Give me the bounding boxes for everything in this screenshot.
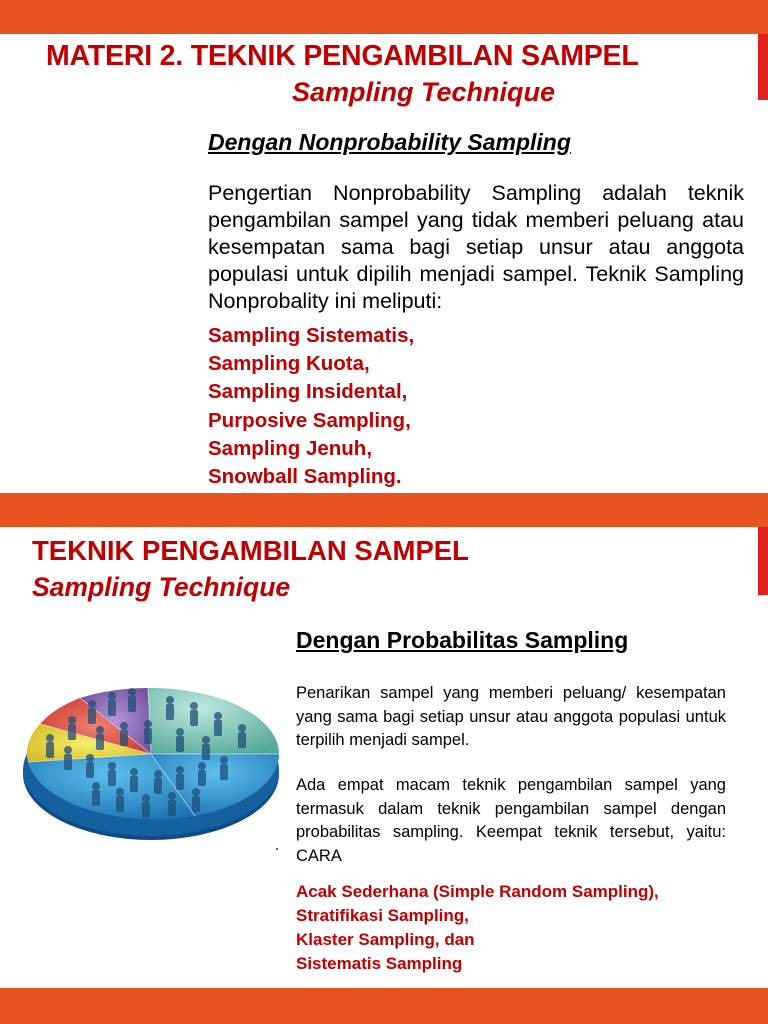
list-item: Klaster Sampling, dan bbox=[296, 930, 475, 949]
population-pie-chart-image bbox=[20, 662, 282, 848]
slide1-list bbox=[208, 322, 414, 491]
list-item: Sampling Jenuh, bbox=[208, 436, 373, 460]
slide1-heading: Dengan Nonprobability Sampling bbox=[208, 129, 571, 155]
list-item: Acak Sederhana (Simple Random Sampling), bbox=[296, 882, 659, 901]
slide1-paragraph: Pengertian Nonprobability Sampling adalah teknik pengambilan sampel yang tidak memberi peluang atau kesempatan sama bagi setiap unsur atau anggota populasi untuk dipilih menjadi sampel. Teknik Sampling Nonprobality ini meliputi: bbox=[208, 181, 744, 313]
slide2-subtitle: Sampling Technique bbox=[32, 572, 291, 602]
slide2-list bbox=[296, 880, 659, 976]
side-strip-top bbox=[758, 34, 768, 100]
slide1-subtitle: Sampling Technique bbox=[292, 77, 556, 107]
middle-bar bbox=[0, 493, 768, 527]
bottom-bar bbox=[0, 988, 768, 1024]
list-item: Sampling Insidental, bbox=[208, 380, 408, 404]
list-item: Sampling Sistematis, bbox=[208, 324, 415, 347]
stray-dot bbox=[276, 848, 278, 850]
slide1-title: MATERI 2. TEKNIK PENGAMBILAN SAMPEL bbox=[46, 40, 639, 72]
slide2-paragraph-2: Ada empat macam teknik pengambilan sampel yang termasuk dalam teknik pengambilan sampel dengan probabilitas sampling. Keempat teknik tersebut, yaitu: CARA bbox=[296, 776, 726, 865]
list-item: Purposive Sampling, bbox=[208, 408, 411, 432]
slide2-paragraph-1: Penarikan sampel yang memberi peluang/ kesempatan yang sama bagi setiap unsur atau anggota populasi untuk terpilih menjadi sampel. bbox=[296, 684, 726, 749]
slide2-title: TEKNIK PENGAMBILAN SAMPEL bbox=[32, 535, 469, 566]
list-item: Snowball Sampling. bbox=[208, 465, 402, 489]
top-bar bbox=[0, 0, 768, 34]
list-item: Sistematis Sampling bbox=[296, 954, 463, 973]
side-strip-bottom bbox=[758, 527, 768, 595]
list-item: Sampling Kuota, bbox=[208, 352, 370, 376]
list-item: Stratifikasi Sampling, bbox=[296, 906, 469, 925]
slide2-heading: Dengan Probabilitas Sampling bbox=[296, 627, 629, 653]
